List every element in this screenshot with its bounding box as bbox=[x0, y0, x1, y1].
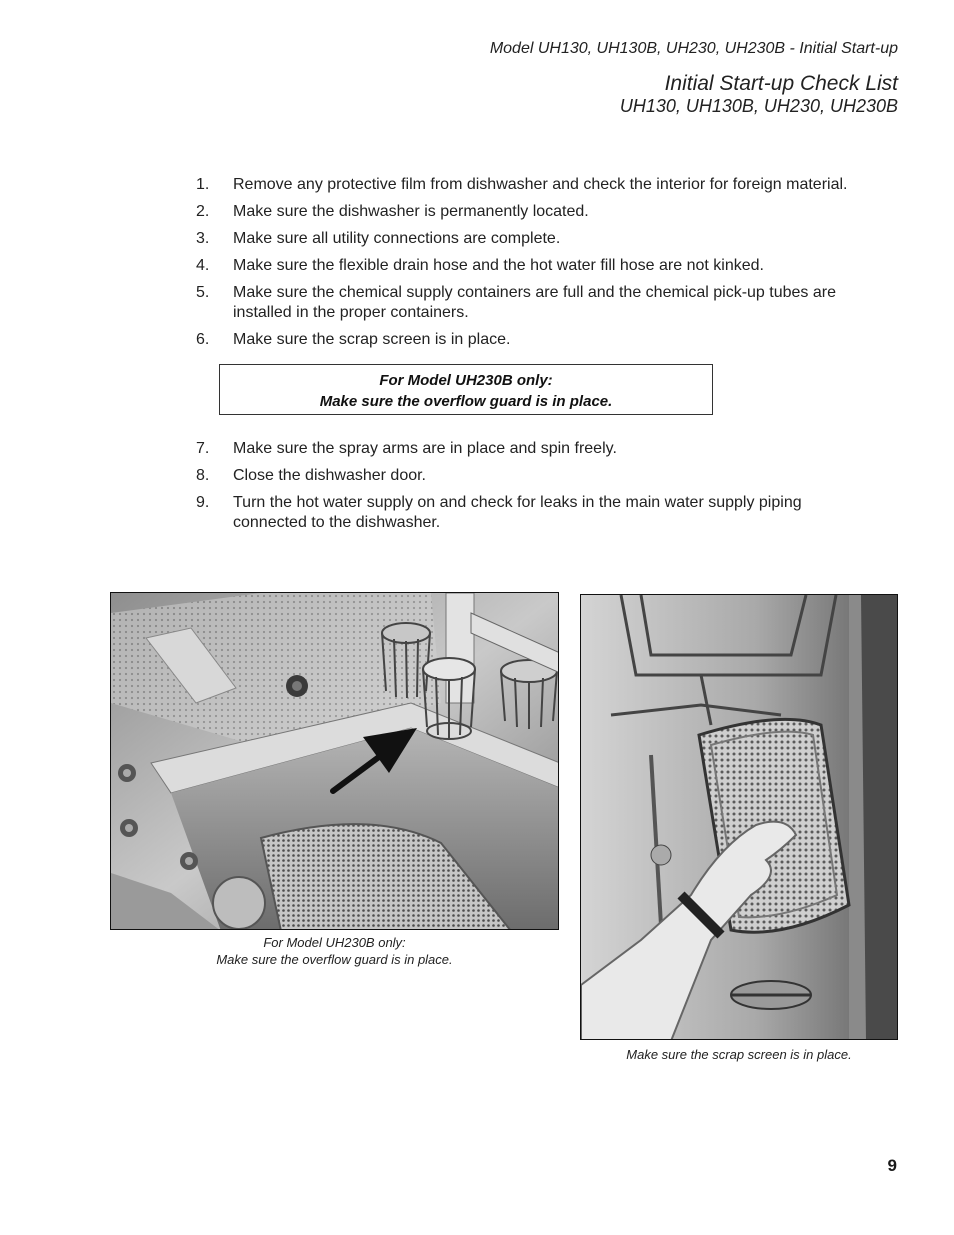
note-line-2: Make sure the overflow guard is in place. bbox=[319, 393, 613, 410]
note-box bbox=[219, 364, 713, 415]
item-number: 4. bbox=[196, 257, 210, 274]
item-number: 7. bbox=[196, 440, 210, 457]
item-number: 2. bbox=[196, 203, 210, 220]
item-number: 6. bbox=[196, 331, 210, 348]
item-text: Remove any protective film from dishwasher and check the interior for foreign material. bbox=[233, 176, 848, 193]
scrap-screen-caption: Make sure the scrap screen is in place. bbox=[626, 1047, 852, 1062]
page-subtitle: UH130, UH130B, UH230, UH230B bbox=[619, 96, 898, 116]
item-text: Make sure the scrap screen is in place. bbox=[233, 331, 511, 348]
note-line-1: For Model UH230B only: bbox=[379, 372, 553, 389]
item-text: Close the dishwasher door. bbox=[233, 467, 426, 484]
overflow-guard-caption bbox=[110, 934, 559, 968]
page-title: Initial Start-up Check List bbox=[664, 72, 898, 95]
item-text: Turn the hot water supply on and check for leaks in the main water supply piping connected to the dishwasher. bbox=[233, 494, 802, 531]
item-text: Make sure all utility connections are complete. bbox=[233, 230, 561, 247]
item-number: 9. bbox=[196, 494, 210, 511]
item-text: Make sure the dishwasher is permanently located. bbox=[233, 203, 589, 220]
overflow-guard-photo bbox=[110, 592, 559, 930]
header-model-line: Model UH130, UH130B, UH230, UH230B - Initial Start-up bbox=[489, 40, 898, 57]
overflow-guard-illustration bbox=[111, 593, 559, 930]
caption-line-1: For Model UH230B only: bbox=[263, 935, 406, 950]
item-text: Make sure the chemical supply containers are full and the chemical pick-up tubes are installed in the proper containers. bbox=[233, 284, 836, 321]
caption-line-2: Make sure the overflow guard is in place. bbox=[216, 952, 453, 967]
scrap-screen-illustration bbox=[581, 595, 898, 1040]
item-text: Make sure the flexible drain hose and the hot water fill hose are not kinked. bbox=[233, 257, 764, 274]
item-number: 5. bbox=[196, 284, 210, 301]
item-number: 3. bbox=[196, 230, 210, 247]
item-number: 8. bbox=[196, 467, 210, 484]
item-number: 1. bbox=[196, 176, 210, 193]
page-number: 9 bbox=[887, 1156, 897, 1175]
scrap-screen-photo bbox=[580, 594, 898, 1040]
item-text: Make sure the spray arms are in place and spin freely. bbox=[233, 440, 617, 457]
